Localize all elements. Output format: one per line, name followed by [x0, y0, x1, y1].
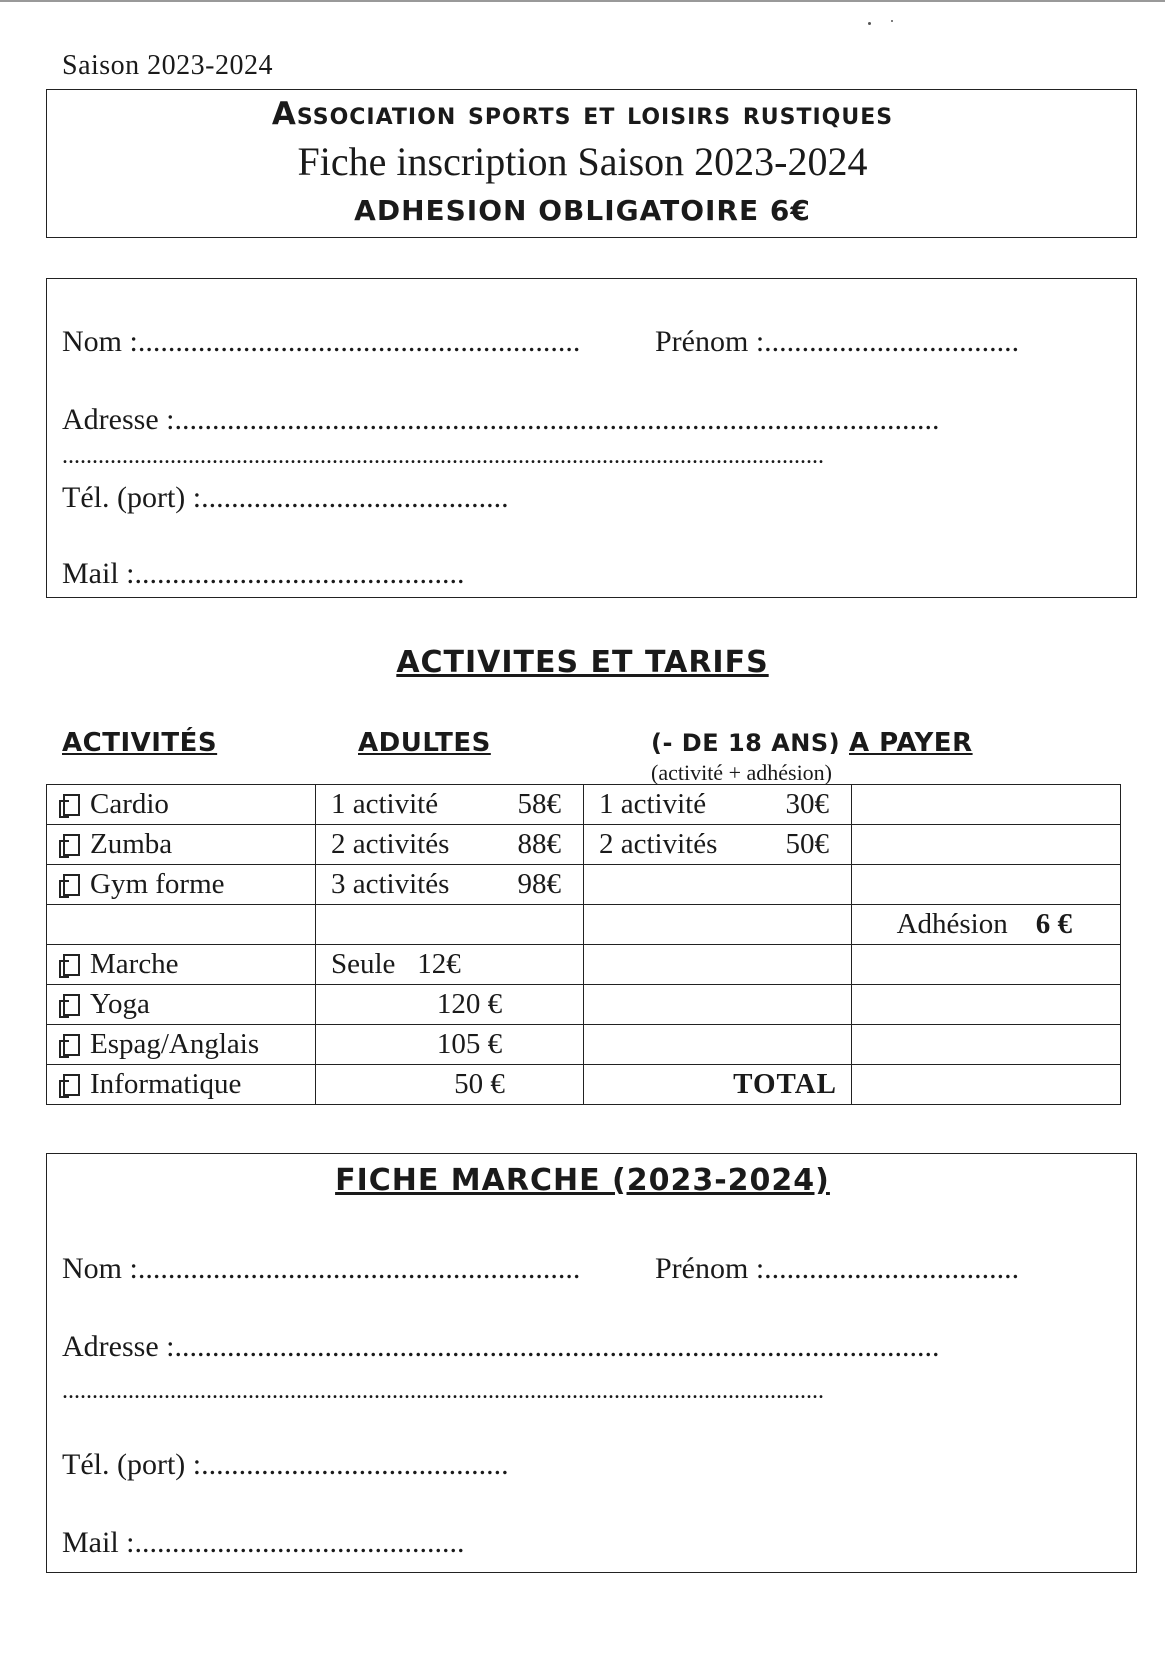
marche-mail-row	[62, 1526, 465, 1560]
prenom-row	[655, 325, 1019, 359]
activity-espag-anglais[interactable]	[47, 1028, 315, 1061]
adult-tier-label: 1 activité	[331, 788, 439, 820]
adresse-field[interactable]: ......................................................................................................	[174, 403, 940, 436]
empty-cell	[584, 985, 852, 1025]
empty-cell	[316, 905, 584, 945]
amount-cell[interactable]	[852, 825, 1121, 865]
adhesion-value: 6 €	[1035, 908, 1072, 940]
activity-informatique[interactable]	[47, 1068, 315, 1101]
prenom-field[interactable]: ..................................	[764, 325, 1020, 358]
amount-cell[interactable]	[852, 865, 1121, 905]
table-row	[47, 825, 1121, 865]
table-row	[47, 785, 1121, 825]
adult-price: 88€	[517, 828, 561, 860]
checkbox-icon[interactable]	[63, 1074, 80, 1096]
tel-field[interactable]: .........................................	[201, 1448, 509, 1481]
adult-price: 58€	[517, 788, 561, 820]
checkbox-icon[interactable]	[63, 1034, 80, 1056]
activities-title: ACTIVITES ET TARIFS	[396, 645, 769, 680]
adresse-field[interactable]: ......................................................................................................	[174, 1330, 940, 1363]
adresse-line2[interactable]: ...............................................................................................................................	[62, 443, 824, 469]
activity-label: Informatique	[90, 1068, 242, 1100]
nom-field[interactable]: ...........................................................	[137, 1252, 581, 1285]
activity-label: Espag/Anglais	[90, 1028, 260, 1060]
tel-label: Tél. (port) :	[62, 1448, 202, 1481]
activity-label: Yoga	[90, 988, 150, 1020]
adult-price: 98€	[517, 868, 561, 900]
empty-cell	[584, 865, 852, 905]
col-activites: ACTIVITÉS	[62, 728, 218, 758]
checkbox-icon[interactable]	[63, 954, 80, 976]
adult-price: 12€	[417, 948, 461, 980]
tel-label: Tél. (port) :	[62, 481, 202, 514]
activity-marche[interactable]	[47, 948, 315, 981]
payer-note: (activité + adhésion)	[651, 760, 833, 785]
empty-cell	[584, 1025, 852, 1065]
mandatory-membership: ADHESION OBLIGATOIRE 6€	[354, 194, 811, 227]
adresse-row	[62, 403, 939, 437]
adult-price: 120 €	[436, 988, 503, 1020]
marche-prenom-row	[655, 1252, 1019, 1286]
activity-label: Zumba	[90, 828, 173, 860]
table-row	[47, 945, 1121, 985]
tariffs-table	[46, 784, 1121, 1105]
season-label: Saison 2023-2024	[62, 50, 273, 81]
young-price: 50€	[785, 828, 829, 860]
mail-field[interactable]: ............................................	[134, 1526, 465, 1559]
nom-label: Nom :	[62, 1252, 138, 1285]
table-row	[47, 865, 1121, 905]
activity-yoga[interactable]	[47, 988, 315, 1021]
table-row	[47, 1065, 1121, 1105]
nom-field[interactable]: ...........................................................	[137, 325, 581, 358]
adresse-label: Adresse :	[62, 1330, 175, 1363]
col-adultes: ADULTES	[358, 728, 491, 758]
checkbox-icon[interactable]	[63, 994, 80, 1016]
total-amount-cell[interactable]	[852, 1065, 1121, 1105]
amount-cell[interactable]	[852, 1025, 1121, 1065]
marche-adresse-line2[interactable]: ...............................................................................................................................	[62, 1378, 824, 1404]
fiche-marche-title: FICHE MARCHE (2023-2024)	[335, 1163, 830, 1198]
empty-cell	[584, 945, 852, 985]
amount-cell[interactable]	[852, 785, 1121, 825]
nom-label: Nom :	[62, 325, 138, 358]
adult-tier-label: Seule	[331, 948, 396, 980]
young-tier-label: 1 activité	[599, 788, 707, 820]
activity-cardio[interactable]	[47, 788, 315, 821]
nom-row	[62, 325, 580, 359]
checkbox-icon[interactable]	[63, 834, 80, 856]
empty-cell	[584, 905, 852, 945]
mail-label: Mail :	[62, 557, 135, 590]
amount-cell[interactable]	[852, 985, 1121, 1025]
adult-price: 105 €	[436, 1028, 503, 1060]
marche-adresse-row	[62, 1330, 939, 1364]
adult-price: 50 €	[454, 1068, 505, 1100]
prenom-label: Prénom :	[655, 1252, 765, 1285]
adult-tier-label: 2 activités	[331, 828, 450, 860]
amount-cell[interactable]	[852, 945, 1121, 985]
association-name: Association sports et loisirs rustiques	[271, 96, 894, 132]
total-label: TOTAL	[733, 1068, 837, 1100]
checkbox-icon[interactable]	[63, 874, 80, 896]
activity-gym-forme[interactable]	[47, 868, 315, 901]
tel-row	[62, 481, 509, 515]
marche-nom-row	[62, 1252, 580, 1286]
marche-tel-row	[62, 1448, 509, 1482]
adresse-label: Adresse :	[62, 403, 175, 436]
col-payer: A PAYER	[849, 728, 973, 758]
prenom-label: Prénom :	[655, 325, 765, 358]
young-tier-label: 2 activités	[599, 828, 718, 860]
adhesion-cell	[852, 908, 1120, 941]
form-subtitle: Fiche inscription Saison 2023-2024	[297, 139, 868, 184]
prenom-field[interactable]: ..................................	[764, 1252, 1020, 1285]
tel-field[interactable]: .........................................	[201, 481, 509, 514]
page-top-border	[0, 0, 1165, 2]
col-jeunes: (- DE 18 ANS)	[651, 729, 841, 757]
mail-row	[62, 557, 465, 591]
table-row	[47, 905, 1121, 945]
activity-zumba[interactable]	[47, 828, 315, 861]
mail-label: Mail :	[62, 1526, 135, 1559]
activity-label: Gym forme	[90, 868, 225, 900]
scan-speck	[891, 20, 893, 22]
checkbox-icon[interactable]	[63, 794, 80, 816]
activity-label: Cardio	[90, 788, 169, 820]
adult-tier-label: 3 activités	[331, 868, 450, 900]
table-row	[47, 1025, 1121, 1065]
table-row	[47, 985, 1121, 1025]
scan-speck	[868, 22, 871, 25]
young-price: 30€	[785, 788, 829, 820]
mail-field[interactable]: ............................................	[134, 557, 465, 590]
activity-label: Marche	[90, 948, 179, 980]
empty-cell	[47, 905, 316, 945]
adhesion-label: Adhésion	[896, 908, 1008, 940]
